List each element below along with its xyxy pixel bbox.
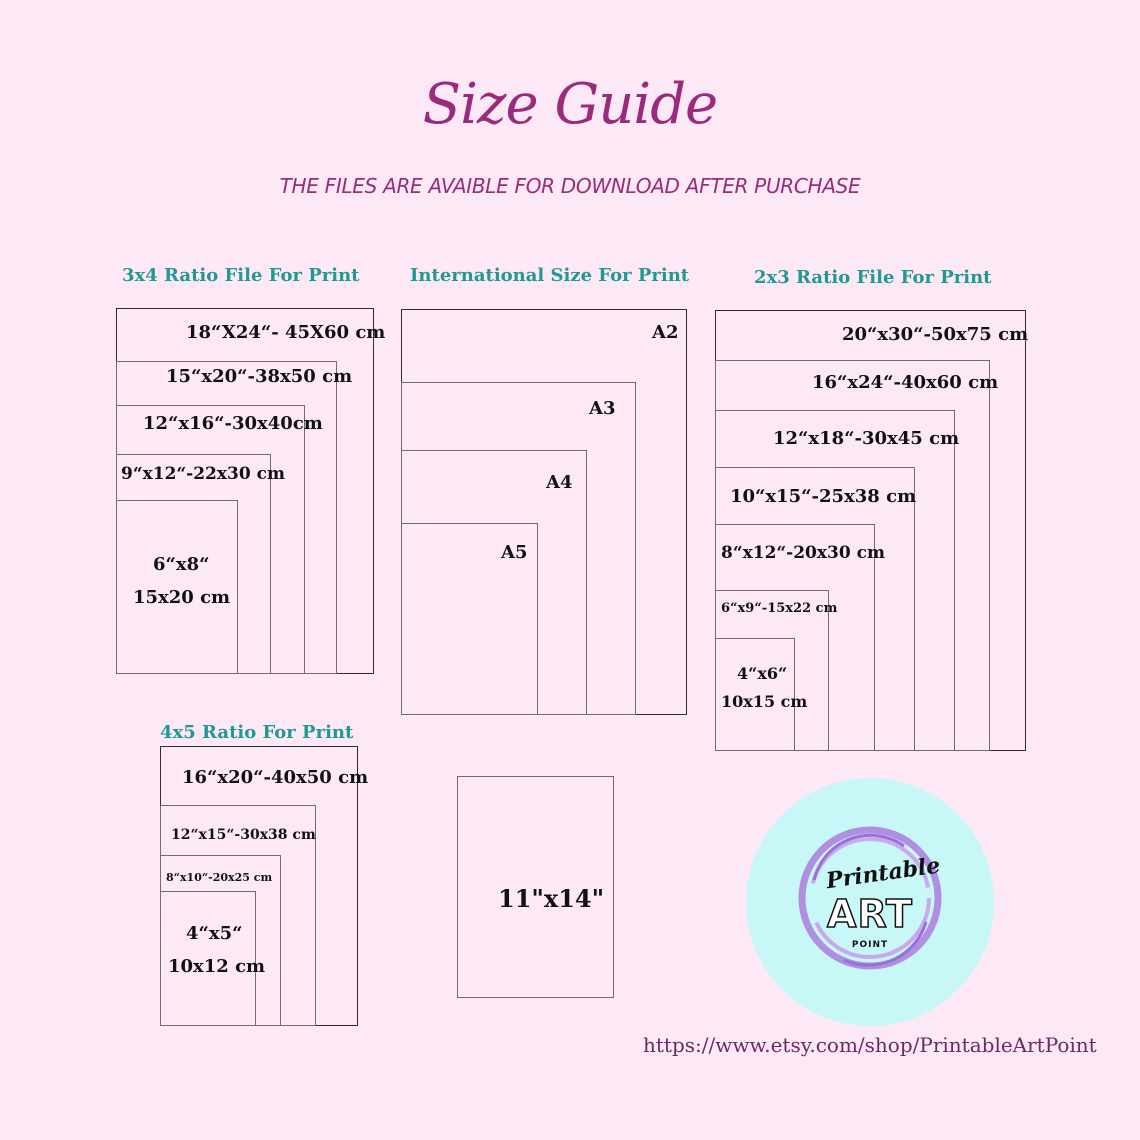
size-label-18x24: 18“X24“- 45X60 cm — [186, 322, 386, 343]
size-label-10x15: 10“x15“-25x38 cm — [730, 486, 917, 507]
size-label-15x20: 15“x20“-38x50 cm — [166, 366, 353, 387]
size-label-a5: A5 — [501, 542, 528, 563]
logo-point-text: POINT — [851, 940, 889, 950]
size-label-a4: A4 — [546, 472, 573, 493]
size-label-4x6-inch: 4“x6“ — [737, 664, 788, 683]
size-label-12x18: 12“x18“-30x45 cm — [773, 428, 960, 449]
size-label-6x8-cm: 15x20 cm — [133, 587, 231, 608]
size-label-12x15: 12“x15“-30x38 cm — [171, 827, 316, 843]
shop-url[interactable]: https://www.etsy.com/shop/PrintableArtPoint — [643, 1033, 1097, 1057]
size-label-a2: A2 — [652, 322, 679, 343]
logo-script-text: Printable — [824, 852, 942, 895]
size-label-4x5-cm: 10x12 cm — [168, 956, 266, 977]
section-label-2x3: 2x3 Ratio File For Print — [754, 267, 992, 288]
size-label-8x12: 8“x12“-20x30 cm — [721, 543, 885, 563]
size-label-6x8-inch: 6“x8“ — [153, 554, 210, 575]
size-label-20x30: 20“x30“-50x75 cm — [842, 324, 1029, 345]
size-label-9x12: 9“x12“-22x30 cm — [121, 464, 285, 484]
size-label-12x16: 12“x16“-30x40cm — [143, 413, 323, 434]
page-title: Size Guide — [422, 72, 718, 137]
size-label-16x20: 16“x20“-40x50 cm — [182, 767, 369, 788]
size-label-a3: A3 — [589, 398, 616, 419]
section-label-international: International Size For Print — [410, 265, 690, 286]
size-label-11x14: 11"x14" — [498, 884, 605, 913]
logo-art-text: ART — [827, 892, 913, 936]
size-label-16x24: 16“x24“-40x60 cm — [812, 372, 999, 393]
size-label-8x10: 8“x10“-20x25 cm — [166, 871, 273, 884]
size-label-6x9: 6“x9“-15x22 cm — [721, 601, 838, 616]
section-label-3x4: 3x4 Ratio File For Print — [122, 265, 360, 286]
size-label-4x5-inch: 4“x5“ — [186, 923, 243, 944]
section-label-4x5: 4x5 Ratio For Print — [160, 722, 354, 743]
size-label-4x6-cm: 10x15 cm — [721, 692, 808, 711]
page-subtitle: THE FILES ARE AVAIBLE FOR DOWNLOAD AFTER PURCHASE — [279, 174, 861, 198]
